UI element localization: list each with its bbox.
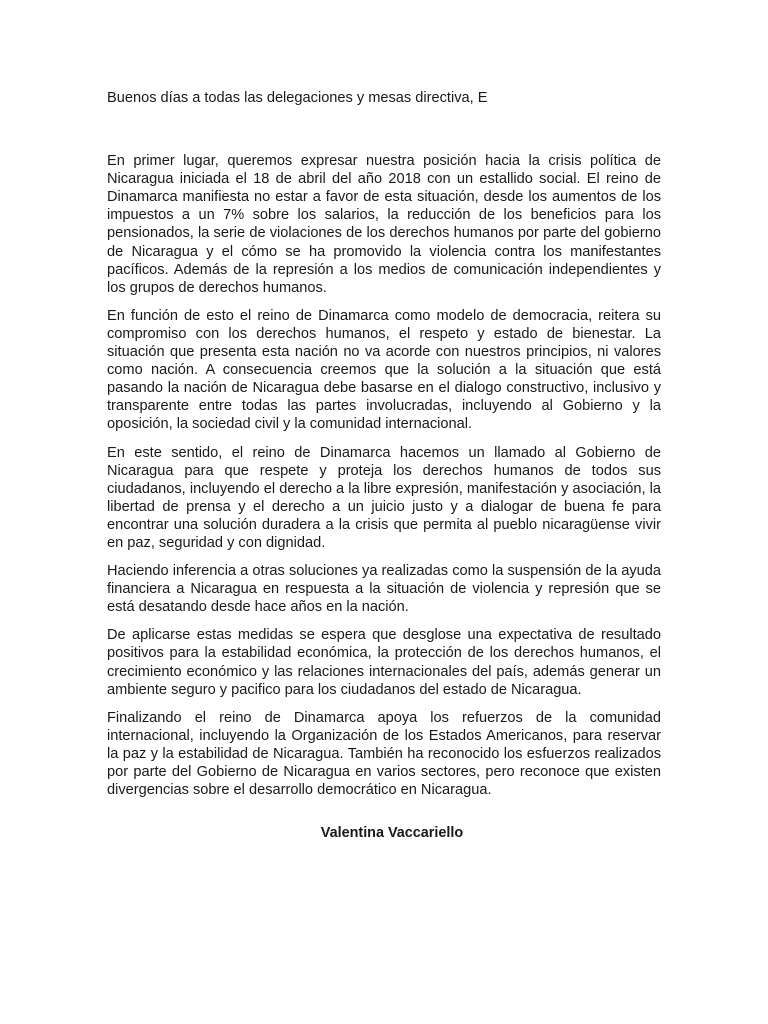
letter-signature: Valentina Vaccariello [320,825,464,842]
paragraph-position: En función de esto el reino de Dinamarca como modelo de democracia, reitera su compromiso con los derechos humanos, el respeto y estado de bienestar. La situación que presenta esta nación no va acorde con nuestros principios, ni valores como nación. A consecuencia creemos que la solución a la situación que está pasando la nación de Nicaragua debe basarse en el dialogo constructivo, inclusivo y transparente entre todas las partes involucradas, incluyendo al Gobierno y la oposición, la sociedad civil y la comunidad internacional. [107,307,661,433]
letter-body [107,89,661,842]
paragraph-inference: Haciendo inferencia a otras soluciones ya realizadas como la suspensión de la ayuda financiera a Nicaragua en respuesta a la situación de violencia y represión que se está desatando desde hace años en la nación. [107,563,661,616]
paragraph-intro: En primer lugar, queremos expresar nuestra posición hacia la crisis política de Nicaragua iniciada el 18 de abril del año 2018 con un estallido social. El reino de Dinamarca manifiesta no estar a favor de esta situación, desde los aumentos de los impuestos a un 7% sobre los salarios, la reducción de los beneficios para los pensionados, la serie de violaciones de los derechos humanos por parte del gobierno de Nicaragua y el cómo se ha promovido la violencia contra los manifestantes pacíficos. Además de la represión a los medios de comunicación independientes y los grupos de derechos humanos. [107,153,661,296]
paragraph-expectations: De aplicarse estas medidas se espera que desglose una expectativa de resultado positivos para la estabilidad económica, la protección de los derechos humanos, el crecimiento económico y las relaciones internacionales del país, además generar un ambiente seguro y pacifico para los ciudadanos del estado de Nicaragua. [107,627,661,698]
letter-greeting: Buenos días a todas las delegaciones y mesas directiva, E [107,90,488,106]
paragraph-conclusion: Finalizando el reino de Dinamarca apoya los refuerzos de la comunidad internacional, incluyendo la Organización de los Estados Americanos, para reservar la paz y la estabilidad de Nicaragua. También ha reconocido los esfuerzos realizados por parte del Gobierno de Nicaragua en varios sectores, pero reconoce que existen divergencias sobre el desarrollo democrático en Nicaragua. [107,709,661,799]
paragraph-appeal: En este sentido, el reino de Dinamarca hacemos un llamado al Gobierno de Nicaragua para que respete y proteja los derechos humanos de todos sus ciudadanos, incluyendo el derecho a la libre expresión, manifestación y asociación, la libertad de prensa y el derecho a un juicio justo y a dialogar de buena fe para encontrar una solución duradera a la crisis que permita al pueblo nicaragüense vivir en paz, seguridad y con dignidad. [107,444,661,551]
